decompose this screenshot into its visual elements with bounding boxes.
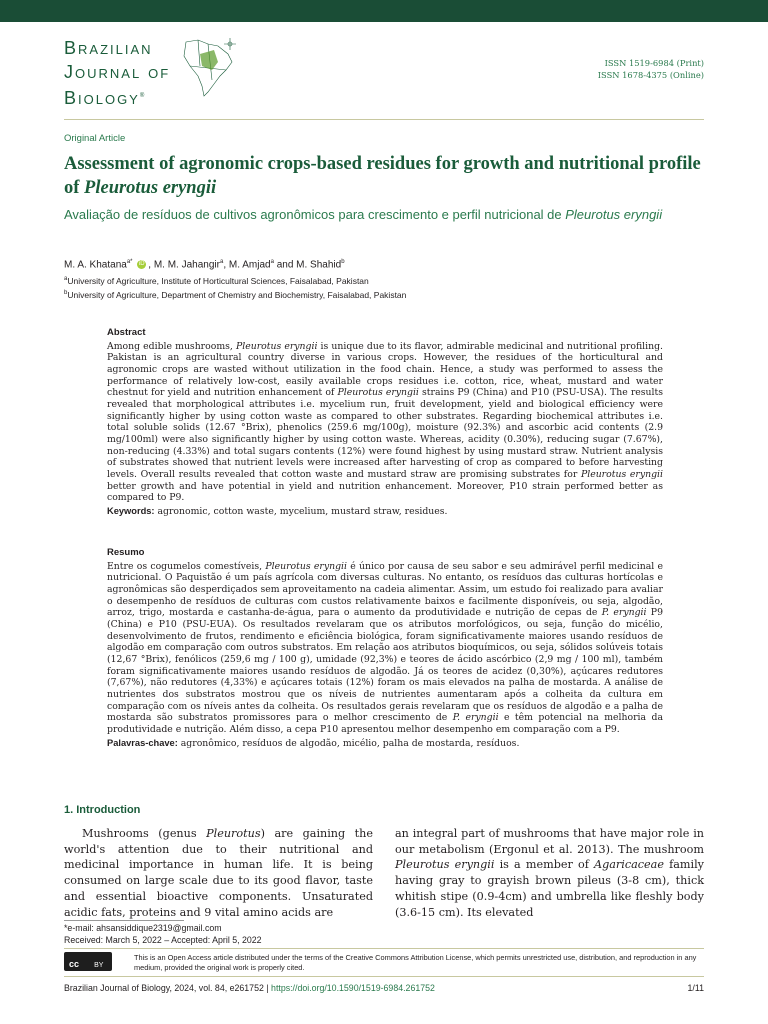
intro-c2-family: Agaricaceae [594, 858, 664, 872]
introduction-heading: 1. Introduction [64, 804, 141, 816]
keywords-text: agronomic, cotton waste, mycelium, mustard straw, residues. [154, 505, 448, 517]
doi-link[interactable]: https://doi.org/10.1590/1519-6984.261752 [271, 983, 435, 993]
abstract-p3: strains P9 (China) and P10 (PSU-USA). The results revealed that morphological attributes i.e. mycelium run, fruit development, yield and biological efficiency were significantly higher by using cotton waste as compared to other substrates. Regarding biochemical attributes i.e. total soluble solids (12.67 °Brix), phenolics (259.6 mg/100g), moisture (92.3%) and ascorbic acid contents (2.9 mg/100ml) were also significantly higher by using cotton waste. Whereas, acidity (0.30%), reducing sugar (7.67%), non-reducing (4.33%) and total sugars contents (12%) were found highest by using mustard straw. Nutrient analysis of substrates showed that nutrient levels were increased after harvesting of crop as compared to before harvesting levels. Overall results revealed that cotton waste and mustard straw are promising substrates for [107, 387, 664, 480]
resumo-heading: Resumo [107, 547, 145, 558]
intro-column-2 [395, 826, 704, 920]
author-2: , M. M. Jahangir [148, 259, 220, 271]
intro-c2-c: family having gray to grayish brown pileus (3-8 cm), thick whitish stipe (0.9-4cm) and umbrella like fleshly body (3.6-15 cm). Its elevated [395, 858, 704, 919]
issn-block [598, 57, 704, 81]
resumo-p4: e têm potencial na melhoria da produtividade e nutrição. Além disso, a cepa P10 apresentou melhor desempenho em comparação com a P9. [107, 712, 663, 735]
abstract-p1: Among edible mushrooms, [107, 340, 236, 352]
subtitle-species: Pleurotus eryngii [565, 207, 663, 222]
abstract-section [107, 327, 663, 518]
affiliation-a-sup: a [64, 276, 68, 283]
citation-separator: | [263, 983, 272, 993]
registered-mark: ® [139, 93, 147, 99]
title-text: Assessment of agronomic crops-based residues for growth and nutritional profile of [64, 154, 701, 198]
page-number: 1/11 [687, 983, 704, 993]
resumo-species-2: P. eryngii [601, 607, 647, 619]
resumo-p2: é único por causa de seu sabor e seu admirável perfil medicinal e nutricional. O Paquistão é um país agrícola com diversas culturas. No entanto, os resíduos das culturas hortícolas e agronômicas são desperdiçados sem aproveitamento na cadeia alimentar. Assim, um estudo foi realizado para avaliar o desempenho de resíduos de culturas com custos relativamente baixos e facilmente disponíveis, ou seja, algodão, arroz, trigo, mostarda e castanha-de-água, para o aumento da produtividade e nutrição de cepas de [107, 560, 664, 619]
resumo-body [107, 561, 663, 736]
affiliation-b [64, 290, 406, 300]
affiliation-a-text: University of Agriculture, Institute of Horticultural Sciences, Faisalabad, Pakistan [67, 276, 369, 286]
author-1: M. A. Khatana [64, 259, 127, 271]
header-rule [64, 119, 704, 120]
license-rule-bottom [64, 976, 704, 977]
intro-c2-a: an integral part of mushrooms that have major role in our metabolism (Ergonul et al. 2013). The mushroom [395, 827, 704, 856]
keywords [107, 506, 663, 518]
article-title [64, 152, 704, 200]
abstract-species-2: Pleurotus eryngii [337, 387, 419, 399]
author-list [64, 259, 345, 270]
intro-c2-species: Pleurotus eryngii [395, 858, 495, 872]
affiliation-a [64, 276, 369, 286]
intro-c2-b: is a member of [494, 858, 594, 872]
author-1-sup: a* [126, 259, 133, 265]
citation-footer [64, 983, 435, 993]
orcid-icon[interactable]: iD [138, 261, 145, 268]
abstract-p4: better growth and have potential in yield and nutrition enhancement. Moreover, P10 strain performed better as compared to P9. [107, 480, 663, 504]
subtitle-text: Avaliação de resíduos de cultivos agronômicos para crescimento e perfil nutricional de [64, 207, 566, 222]
affiliation-b-text: University of Agriculture, Department of Chemistry and Biochemistry, Faisalabad, Pakistan [67, 290, 407, 300]
intro-c1-genus: Pleurotus [206, 827, 261, 840]
abstract-heading: Abstract [107, 327, 146, 338]
palavras-chave [107, 738, 663, 750]
top-banner [0, 0, 768, 22]
abstract-p2: is unique due to its flavor, admirable medicinal and nutritional profiling. Pakistan is an agricultural country diverse in various crops. However, the residues of the horticultural and agronomic crops are wasted without utilization in the food chain. Hence, a study was performed to assess the performance of relatively low-cost, easily available crops residues i.e. cotton, rice, wheat, mustard and water chestnut for yield and nutrition enhancement of [107, 340, 664, 399]
resumo-species-1: Pleurotus eryngii [265, 560, 347, 572]
keywords-label: Keywords: [107, 505, 155, 516]
cc-badge-text: cc [69, 959, 80, 969]
south-america-map-icon [178, 36, 238, 100]
by-badge-text: BY [94, 962, 104, 969]
cc-by-badge-icon[interactable] [64, 952, 112, 971]
abstract-species-1: Pleurotus eryngii [235, 340, 318, 352]
article-subtitle [64, 206, 704, 224]
license-rule-top [64, 948, 704, 949]
resumo-p1: Entre os cogumelos comestíveis, [107, 560, 266, 572]
resumo-p3: P9 (China) e P10 (PSU-EUA). Os resultados revelaram que os atributos morfológicos, ou seja, função do micélio, desenvolvimento de frutos, rendimento e eficiência biológica, foram significativamente maiores usando resíduos de algodão em comparação com outros substratos. Em relação aos atributos bioquímicos, ou seja, sólidos solúveis totais (12,67 °Brix), fenólicos (259,6 mg / 100 g), umidade (92,3%) e teores de ácido ascórbico (2,9 mg / 100 ml), também foram significativamente maiores usando resíduos de algodão. Já os teores de acidez (0,30%), açúcares redutores (7,67%), não redutores (4,33%) e açúcares totais (12%) foram os mais elevados na palha de mostarda. A análise de nutrientes dos substratos mostrou que os níveis de nutrientes aumentaram após a colheita da cultura em comparação com os níveis antes da colheita. Os resultados gerais revelaram que os resíduos de algodão e a palha de mostarda são substratos promissores para o melhor crescimento de [107, 607, 663, 724]
journal-name-line2: Journal of [64, 62, 171, 82]
author-2-sup: a [219, 259, 224, 265]
footnote-rule [64, 920, 184, 921]
resumo-species-3: P. eryngii [452, 712, 499, 724]
palavras-chave-label: Palavras-chave: [107, 737, 178, 748]
citation-text: Brazilian Journal of Biology, 2024, vol. 84, e261752 [64, 983, 264, 993]
palavras-chave-text: agronômico, resíduos de algodão, micélio, palha de mostarda, resíduos. [177, 737, 520, 749]
journal-name-line3: Biology [64, 88, 140, 108]
resumo-section [107, 547, 663, 749]
received-dates: Received: March 5, 2022 – Accepted: April 5, 2022 [64, 935, 262, 945]
author-3-sup: a [270, 259, 274, 265]
author-3: , M. Amjad [223, 259, 271, 271]
author-4: and M. Shahid [273, 259, 342, 271]
abstract-body [107, 341, 663, 504]
license-text: This is an Open Access article distributed under the terms of the Creative Commons Attribution License, which permits unrestricted use, distribution, and reproduction in any medium, provided the original work is properly cited. [134, 953, 697, 972]
intro-column-1 [64, 826, 373, 920]
abstract-species-3: Pleurotus eryngii [580, 468, 663, 480]
affiliation-b-sup: b [64, 290, 68, 297]
corresponding-email[interactable]: *e-mail: ahsansiddique2319@gmail.com [64, 923, 222, 933]
title-species: Pleurotus eryngii [84, 178, 217, 198]
intro-c1-b: ) are gaining the world's attention due to their nutritional and medicinal importance in human life. It is being consumed on large scale due to its good flavor, taste and essential bioactive components. Unsaturated acidic fats, proteins and 9 vital amino acids are [64, 827, 373, 919]
journal-name-line1: Brazilian [64, 38, 153, 58]
issn-online: ISSN 1678-4375 (Online) [597, 70, 704, 80]
article-type: Original Article [64, 133, 126, 144]
issn-print: ISSN 1519-6984 (Print) [604, 58, 704, 68]
intro-c1-a: Mushrooms (genus [82, 827, 207, 840]
author-4-sup: b [341, 259, 345, 265]
